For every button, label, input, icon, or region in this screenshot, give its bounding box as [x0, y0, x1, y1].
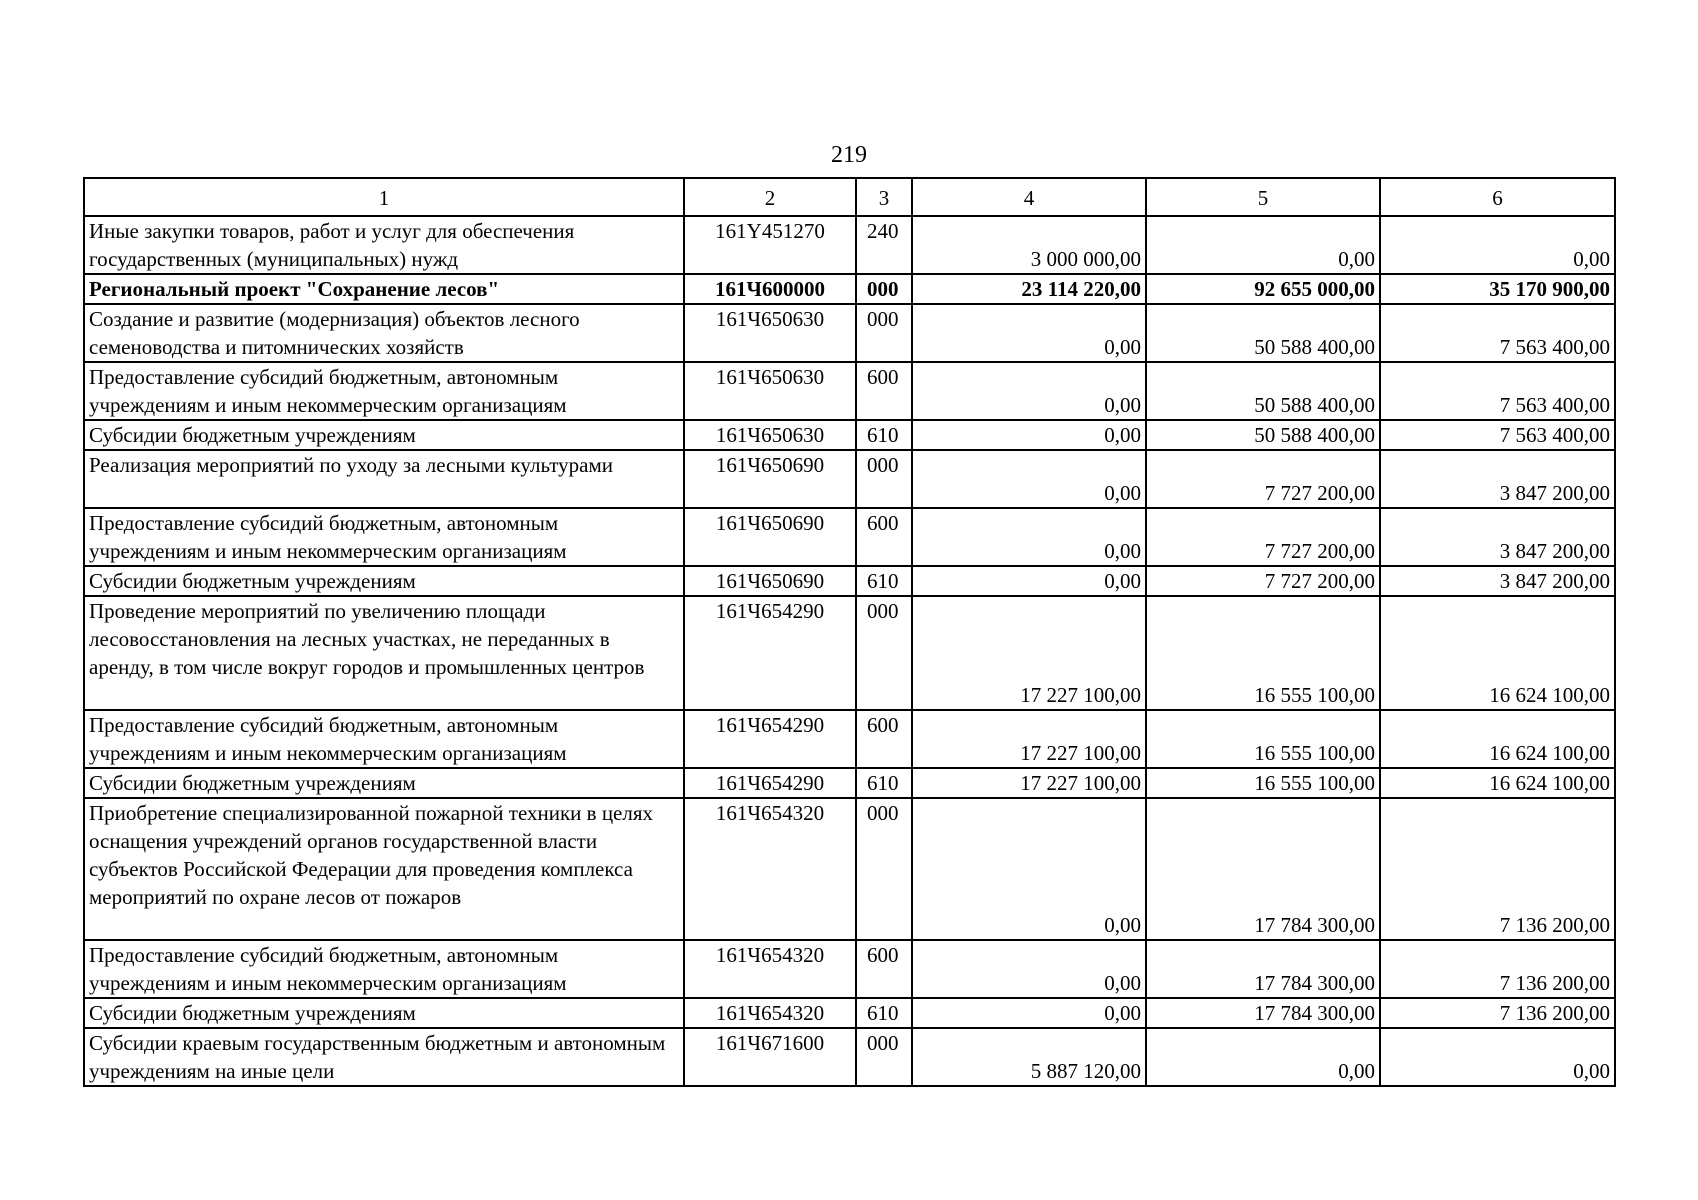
row-value-5: 7 727 200,00	[1146, 450, 1380, 508]
row-kind: 610	[856, 998, 912, 1028]
row-kind: 000	[856, 798, 912, 940]
row-value-5: 50 588 400,00	[1146, 362, 1380, 420]
row-value-5: 17 784 300,00	[1146, 998, 1380, 1028]
row-value-6: 0,00	[1380, 216, 1615, 274]
row-kind: 610	[856, 768, 912, 798]
row-kind: 000	[856, 1028, 912, 1086]
table-row-section	[84, 274, 1615, 304]
row-name: Субсидии бюджетным учреждениям	[84, 566, 684, 596]
row-code: 161Ч650690	[684, 566, 856, 596]
row-name: Создание и развитие (модернизация) объектов лесного семеноводства и питомнических хозяйств	[84, 304, 684, 362]
table-row	[84, 450, 1615, 508]
row-name: Предоставление субсидий бюджетным, автономным учреждениям и иным некоммерческим организациям	[84, 940, 684, 998]
row-value-5: 50 588 400,00	[1146, 420, 1380, 450]
table-header-row	[84, 178, 1615, 216]
row-code: 161Ч654290	[684, 768, 856, 798]
row-name: Субсидии бюджетным учреждениям	[84, 420, 684, 450]
page-number: 219	[831, 142, 867, 168]
row-code: 161Ч654320	[684, 798, 856, 940]
row-value-4: 0,00	[912, 420, 1146, 450]
row-name: Субсидии бюджетным учреждениям	[84, 998, 684, 1028]
row-value-6: 7 563 400,00	[1380, 304, 1615, 362]
row-name: Реализация мероприятий по уходу за лесными культурами	[84, 450, 684, 508]
row-value-5: 16 555 100,00	[1146, 768, 1380, 798]
row-value-6: 3 847 200,00	[1380, 450, 1615, 508]
row-value-5: 7 727 200,00	[1146, 566, 1380, 596]
row-value-6: 7 563 400,00	[1380, 420, 1615, 450]
table-row	[84, 304, 1615, 362]
row-value-4: 23 114 220,00	[912, 274, 1146, 304]
budget-table	[83, 177, 1616, 1087]
table-row	[84, 596, 1615, 710]
row-name: Проведение мероприятий по увеличению площади лесовосстановления на лесных участках, не переданных в аренду, в том числе вокруг городов и промышленных центров	[84, 596, 684, 710]
row-value-5: 16 555 100,00	[1146, 596, 1380, 710]
row-name: Приобретение специализированной пожарной техники в целях оснащения учреждений органов государственной власти субъектов Российской Федерации для проведения комплекса мероприятий по охране лесов от пожаров	[84, 798, 684, 940]
row-value-4: 0,00	[912, 362, 1146, 420]
row-code: 161Ч654290	[684, 596, 856, 710]
row-value-4: 0,00	[912, 998, 1146, 1028]
row-value-4: 17 227 100,00	[912, 596, 1146, 710]
row-value-6: 0,00	[1380, 1028, 1615, 1086]
row-code: 161Ч650630	[684, 420, 856, 450]
row-value-6: 7 136 200,00	[1380, 940, 1615, 998]
row-value-6: 3 847 200,00	[1380, 508, 1615, 566]
row-value-5: 92 655 000,00	[1146, 274, 1380, 304]
row-kind: 000	[856, 450, 912, 508]
row-kind: 000	[856, 304, 912, 362]
row-value-5: 0,00	[1146, 216, 1380, 274]
row-value-4: 0,00	[912, 566, 1146, 596]
row-name: Субсидии бюджетным учреждениям	[84, 768, 684, 798]
row-value-6: 7 563 400,00	[1380, 362, 1615, 420]
column-header-5: 5	[1146, 178, 1380, 216]
row-kind: 610	[856, 420, 912, 450]
row-value-6: 16 624 100,00	[1380, 596, 1615, 710]
row-name: Региональный проект "Сохранение лесов"	[84, 274, 684, 304]
table-row	[84, 508, 1615, 566]
row-name: Иные закупки товаров, работ и услуг для обеспечения государственных (муниципальных) нужд	[84, 216, 684, 274]
row-value-4: 0,00	[912, 798, 1146, 940]
table-row	[84, 216, 1615, 274]
row-value-5: 7 727 200,00	[1146, 508, 1380, 566]
row-kind: 610	[856, 566, 912, 596]
table-row	[84, 362, 1615, 420]
row-code: 161Ч654320	[684, 940, 856, 998]
table-row	[84, 566, 1615, 596]
row-value-5: 50 588 400,00	[1146, 304, 1380, 362]
table-row	[84, 998, 1615, 1028]
row-code: 161Ч650630	[684, 304, 856, 362]
row-value-4: 0,00	[912, 304, 1146, 362]
row-value-5: 16 555 100,00	[1146, 710, 1380, 768]
row-kind: 000	[856, 274, 912, 304]
row-kind: 600	[856, 362, 912, 420]
row-kind: 600	[856, 710, 912, 768]
row-code: 161Ч600000	[684, 274, 856, 304]
row-value-4: 17 227 100,00	[912, 768, 1146, 798]
column-header-2: 2	[684, 178, 856, 216]
row-value-6: 3 847 200,00	[1380, 566, 1615, 596]
row-code: 161Ч654290	[684, 710, 856, 768]
row-kind: 000	[856, 596, 912, 710]
row-value-5: 0,00	[1146, 1028, 1380, 1086]
table-row	[84, 768, 1615, 798]
column-header-1: 1	[84, 178, 684, 216]
row-value-6: 7 136 200,00	[1380, 998, 1615, 1028]
table-row	[84, 798, 1615, 940]
row-value-5: 17 784 300,00	[1146, 798, 1380, 940]
row-code: 161Ч671600	[684, 1028, 856, 1086]
column-header-3: 3	[856, 178, 912, 216]
row-value-4: 0,00	[912, 940, 1146, 998]
table-row	[84, 710, 1615, 768]
row-value-5: 17 784 300,00	[1146, 940, 1380, 998]
row-code: 161Ч650690	[684, 450, 856, 508]
column-header-6: 6	[1380, 178, 1615, 216]
row-name: Предоставление субсидий бюджетным, автономным учреждениям и иным некоммерческим организациям	[84, 710, 684, 768]
row-name: Предоставление субсидий бюджетным, автономным учреждениям и иным некоммерческим организациям	[84, 362, 684, 420]
row-value-4: 17 227 100,00	[912, 710, 1146, 768]
row-value-6: 35 170 900,00	[1380, 274, 1615, 304]
row-value-4: 0,00	[912, 508, 1146, 566]
table-row	[84, 420, 1615, 450]
row-value-6: 7 136 200,00	[1380, 798, 1615, 940]
row-kind: 600	[856, 940, 912, 998]
column-header-4: 4	[912, 178, 1146, 216]
table-row	[84, 1028, 1615, 1086]
row-value-6: 16 624 100,00	[1380, 710, 1615, 768]
row-kind: 600	[856, 508, 912, 566]
row-code: 161Ч654320	[684, 998, 856, 1028]
row-value-4: 3 000 000,00	[912, 216, 1146, 274]
row-name: Субсидии краевым государственным бюджетным и автономным учреждениям на иные цели	[84, 1028, 684, 1086]
row-value-4: 5 887 120,00	[912, 1028, 1146, 1086]
table-row	[84, 940, 1615, 998]
row-code: 161Ч650630	[684, 362, 856, 420]
row-name: Предоставление субсидий бюджетным, автономным учреждениям и иным некоммерческим организациям	[84, 508, 684, 566]
row-code: 161Ч650690	[684, 508, 856, 566]
row-code: 161Y451270	[684, 216, 856, 274]
row-value-6: 16 624 100,00	[1380, 768, 1615, 798]
row-value-4: 0,00	[912, 450, 1146, 508]
row-kind: 240	[856, 216, 912, 274]
